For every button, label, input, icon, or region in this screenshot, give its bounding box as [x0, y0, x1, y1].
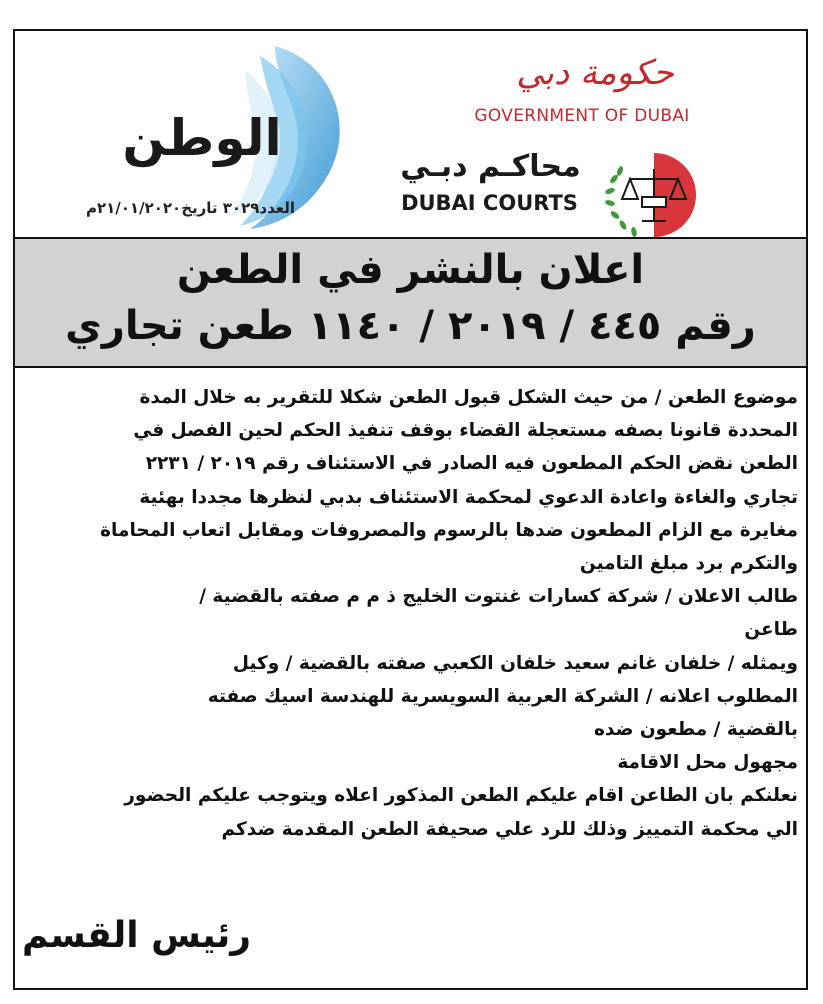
ad-title: اعلان بالنشر في الطعن [176, 247, 645, 293]
body-line: نعلنكم بان الطاعن اقام عليكم الطعن المذكور اعلاه ويتوجب عليكم الحضور [124, 785, 798, 807]
body-line: مغايرة مع الزام المطعون ضدها بالرسوم والمصروفات ومقابل اتعاب المحاماة [100, 519, 798, 541]
body-line: موضوع الطعن / من حيث الشكل قبول الطعن شكلا للتقرير به خلال المدة [139, 387, 798, 408]
body-line: مجهول محل الاقامة [617, 752, 798, 774]
courts-arabic-name: محاكـم دبـي [400, 149, 581, 184]
body-line: الي محكمة التمييز وذلك للرد علي صحيفة الطعن المقدمة ضدكم [221, 818, 798, 840]
case-number: رقم ٤٤٥ / ٢٠١٩ / ١١٤٠ طعن تجاري [65, 303, 756, 349]
body-line: طالب الاعلان / شركة كسارات غنتوت الخليج ذ م م صفته بالقضية / [199, 586, 798, 608]
signature-title: رئيس القسم [22, 915, 251, 956]
body-line: والتكرم برد مبلغ التامين [579, 553, 798, 575]
body-line: تجاري والغاءة واعادة الدعوي لمحكمة الاستئناف بدبي لنظرها مجددا بهئية [139, 486, 798, 508]
body-line: ويمثله / خلفان غانم سعيد خلفان الكعبي صفته بالقضية / وكيل [232, 652, 798, 674]
courts-emblem-icon [598, 139, 710, 251]
title-banner [15, 237, 806, 368]
body-line: المطلوب اعلانه / الشركة العربية السويسرية للهندسة اسيك صفته [207, 685, 798, 707]
government-arabic-logotype: حكومة دبي [516, 53, 674, 93]
body-line: بالقضية / مطعون ضده [593, 719, 798, 741]
body-line: الطعن نقض الحكم المطعون فيه الصادر في الاستئناف رقم ٢٠١٩ / ٢٢٣١ [145, 453, 798, 475]
government-english-name: GOVERNMENT OF DUBAI [474, 106, 690, 126]
courts-english-name: DUBAI COURTS [401, 191, 578, 215]
issue-date: العدد٣٠٢٩ تاريخ٢١/٠١/٢٠٢٠م [85, 199, 295, 217]
ad-header [15, 31, 806, 237]
newspaper-logo: الوطن [122, 109, 282, 167]
ad-body [26, 381, 798, 846]
body-line: المحددة قانونا بصفه مستعجلة القضاء بوقف تنفيذ الحكم لحين الفصل في [133, 420, 798, 442]
body-line: طاعن [744, 619, 798, 641]
